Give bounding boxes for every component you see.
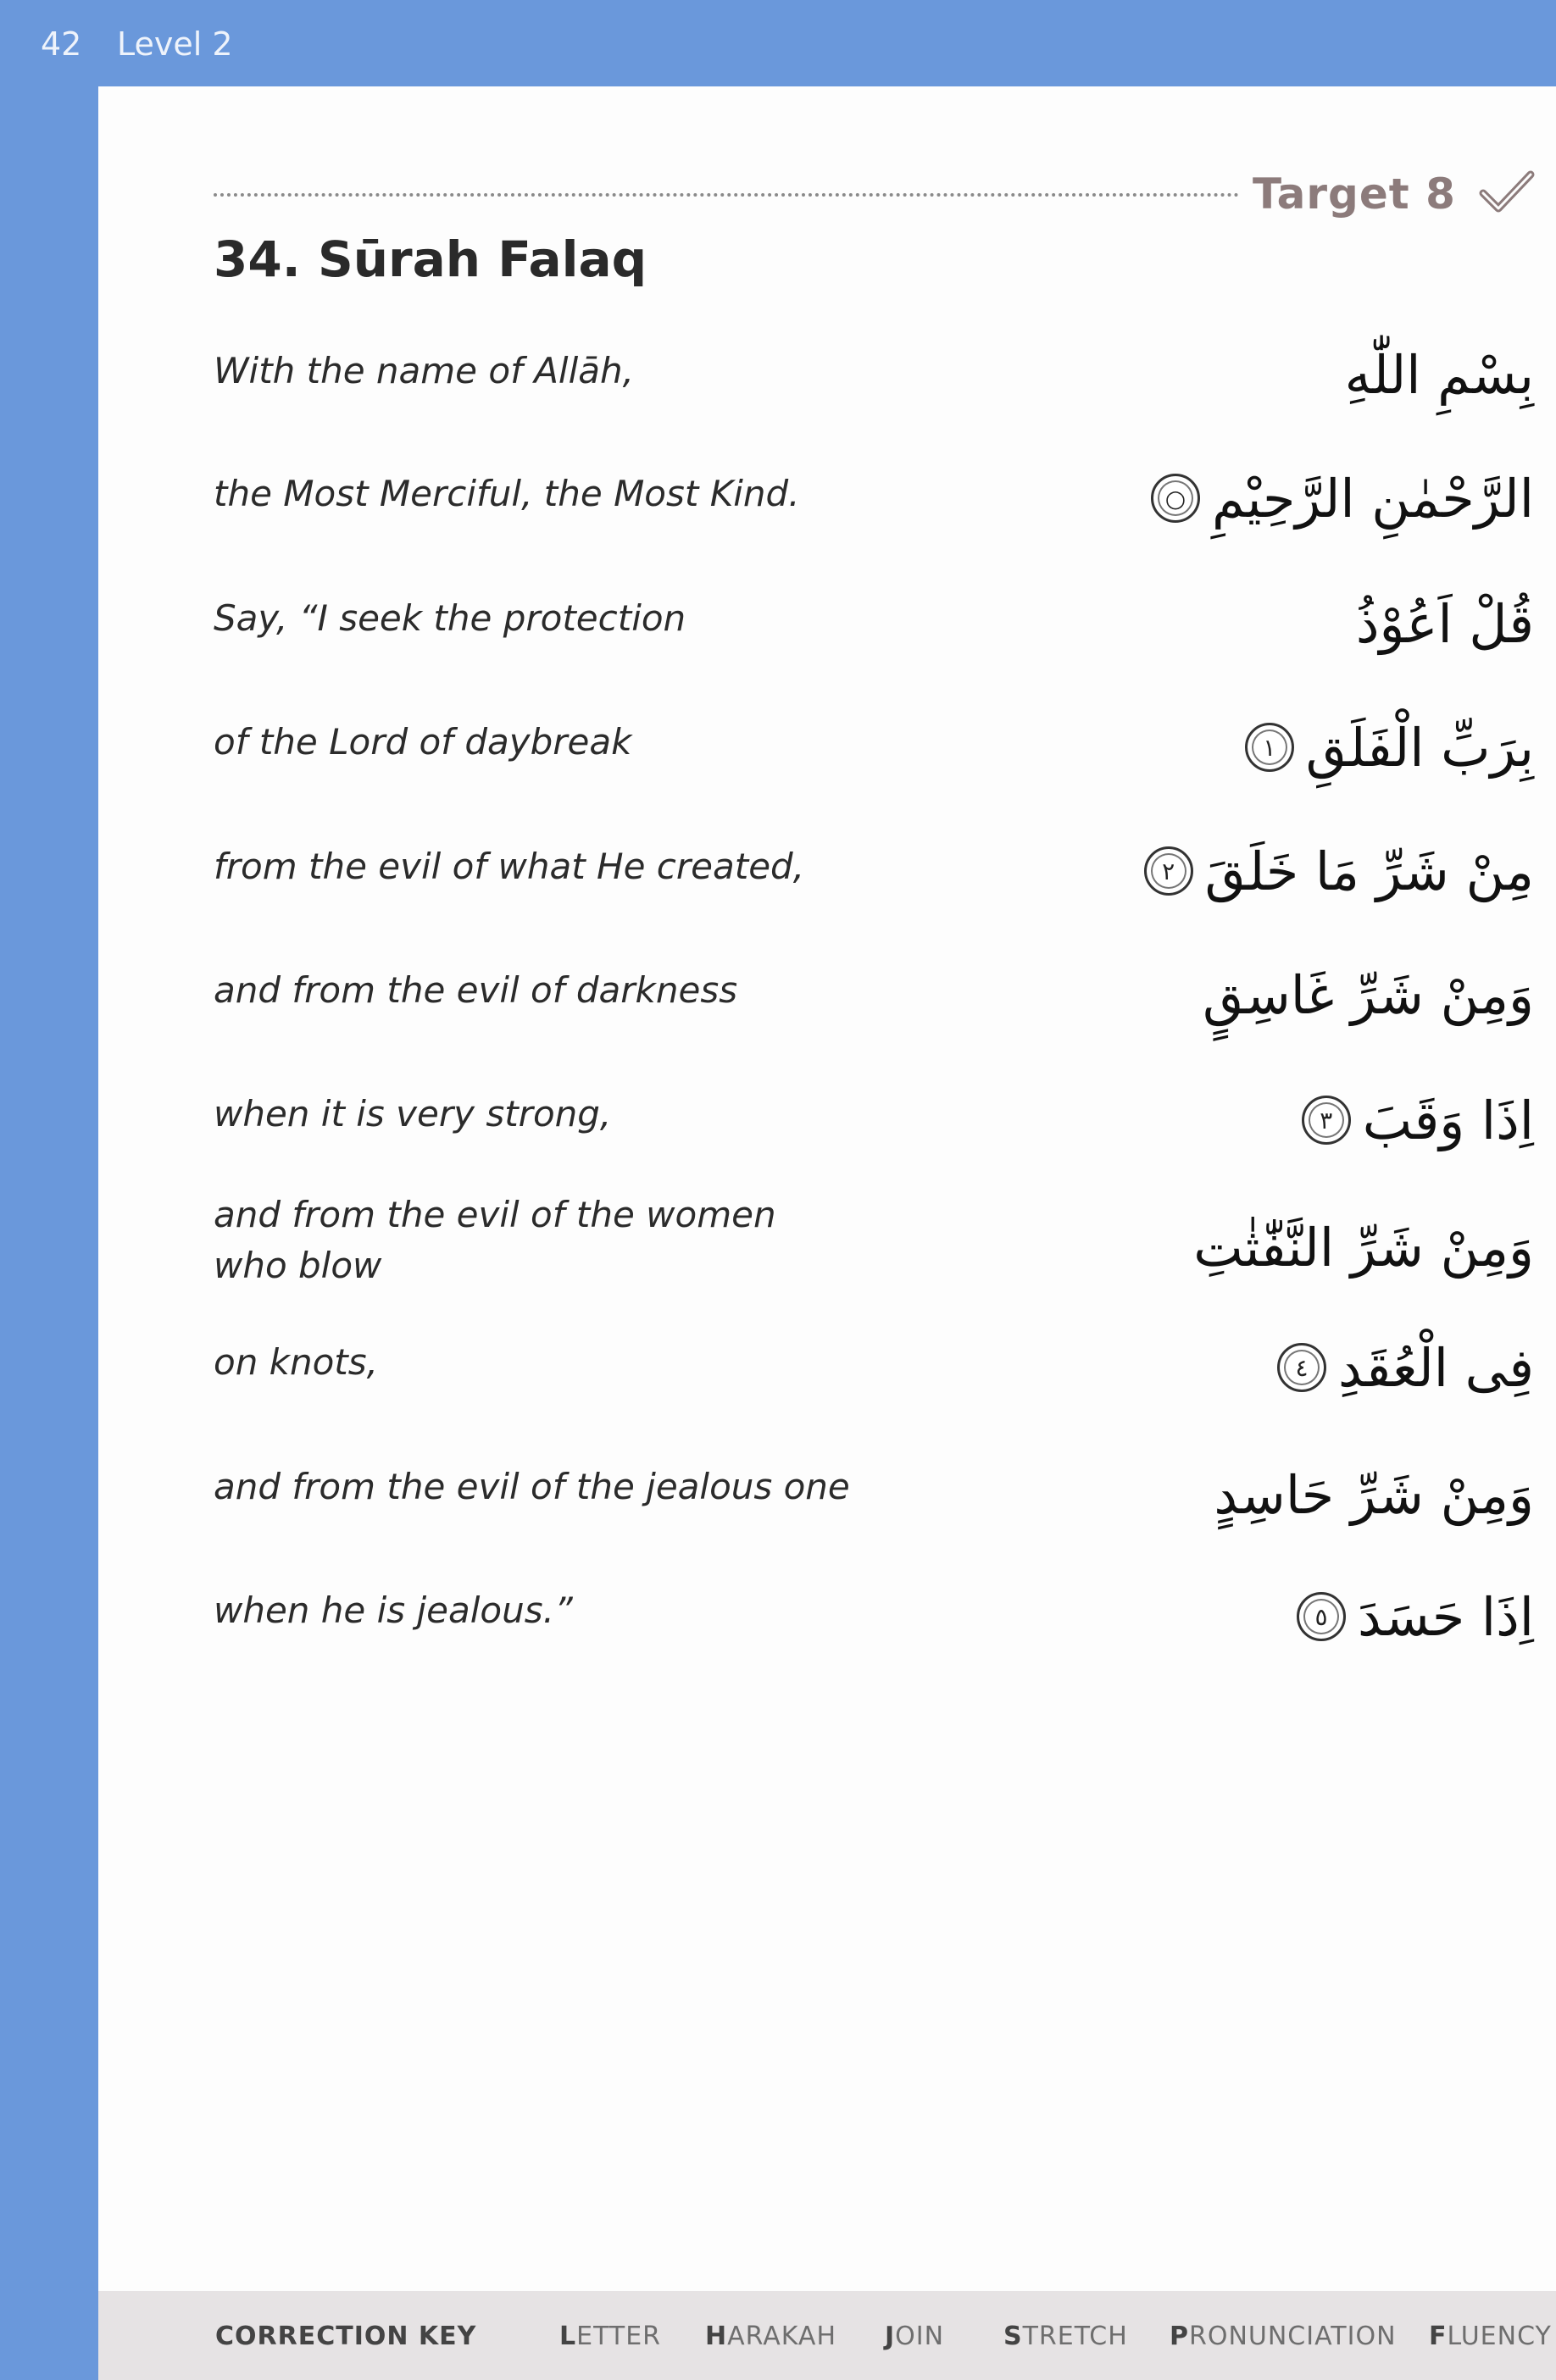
arabic-text: فِى الْعُقَدِ (1338, 1336, 1534, 1399)
page-number: 42 (41, 25, 82, 63)
arabic-text: وَمِنْ شَرِّ حَاسِدٍ (1214, 1463, 1534, 1526)
english-line: and from the evil of the jealous one (214, 1466, 850, 1507)
english-line: Say, “I seek the protection (214, 597, 686, 639)
arabic-line (1214, 1454, 1534, 1535)
english-line: from the evil of what He created, (214, 846, 805, 887)
english-line: on knots, (214, 1341, 379, 1383)
correction-key-initial: H (705, 2322, 728, 2351)
target-label: Target 8 (1253, 169, 1456, 219)
arabic-text: بِرَبِّ الْفَلَقِ (1305, 716, 1534, 779)
correction-key-initial: S (1003, 2322, 1023, 2351)
top-band (0, 0, 1556, 86)
ayah-marker: ٢ (1144, 846, 1193, 896)
correction-key-rest: RONUNCIATION (1189, 2322, 1397, 2351)
arabic-text: اِذَا حَسَدَ (1358, 1585, 1534, 1648)
ayah-marker: ١ (1245, 723, 1294, 772)
correction-key-initial: J (885, 2322, 896, 2351)
arabic-line (1297, 1576, 1534, 1657)
arabic-text: وَمِنْ شَرِّ النَّفّٰثٰتِ (1193, 1216, 1534, 1279)
english-line: and from the evil of the women who blow (214, 1194, 776, 1286)
arabic-text: بِسْمِ اللّٰهِ (1344, 343, 1534, 406)
english-line: the Most Merciful, the Most Kind. (214, 473, 800, 514)
arabic-text: قُلْ اَعُوْذُ (1355, 592, 1534, 655)
arabic-text: اِذَا وَقَبَ (1362, 1089, 1534, 1151)
dotted-rule (214, 193, 1239, 197)
correction-key-initial: L (559, 2322, 577, 2351)
arabic-line (1245, 707, 1534, 788)
arabic-line (1193, 1207, 1534, 1288)
english-line: of the Lord of daybreak (214, 721, 632, 763)
english-line: With the name of Allāh, (214, 350, 634, 391)
correction-key-label: CORRECTION KEY (215, 2322, 477, 2351)
correction-key-item (1003, 2322, 1128, 2351)
correction-key-rest: TRETCH (1022, 2322, 1128, 2351)
arabic-line (1144, 830, 1534, 912)
check-icon (1476, 166, 1536, 217)
correction-key-rest: ETTER (576, 2322, 662, 2351)
arabic-text: الرَّحْمٰنِ الرَّحِيْمِ (1211, 467, 1534, 530)
correction-key-item (1429, 2322, 1552, 2351)
correction-key-item (705, 2322, 836, 2351)
arabic-text: مِنْ شَرِّ مَا خَلَقَ (1204, 840, 1534, 902)
english-line: when he is jealous.” (214, 1589, 573, 1631)
page-title: 34. Sūrah Falaq (214, 230, 647, 288)
arabic-line (1277, 1327, 1534, 1408)
ayah-marker: ٣ (1302, 1096, 1351, 1145)
english-line: and from the evil of darkness (214, 969, 738, 1011)
correction-key-initial: F (1429, 2322, 1448, 2351)
arabic-line (1356, 583, 1534, 664)
arabic-line (1203, 954, 1534, 1035)
correction-key-item (1170, 2322, 1397, 2351)
arabic-line (1151, 458, 1534, 539)
ayah-marker: ○ (1151, 474, 1200, 523)
ayah-marker: ٥ (1297, 1592, 1346, 1641)
correction-key-item (885, 2322, 944, 2351)
correction-key-rest: LUENCY (1447, 2322, 1552, 2351)
arabic-line (1302, 1079, 1534, 1161)
level-label: Level 2 (117, 25, 233, 63)
arabic-line (1345, 334, 1534, 415)
english-line: when it is very strong, (214, 1093, 612, 1135)
correction-key-item (559, 2322, 661, 2351)
correction-key-initial: P (1170, 2322, 1189, 2351)
arabic-text: وَمِنْ شَرِّ غَاسِقٍ (1203, 963, 1534, 1026)
correction-key-rest: ARAKAH (727, 2322, 837, 2351)
ayah-marker: ٤ (1277, 1343, 1326, 1392)
correction-key-rest: OIN (895, 2322, 945, 2351)
